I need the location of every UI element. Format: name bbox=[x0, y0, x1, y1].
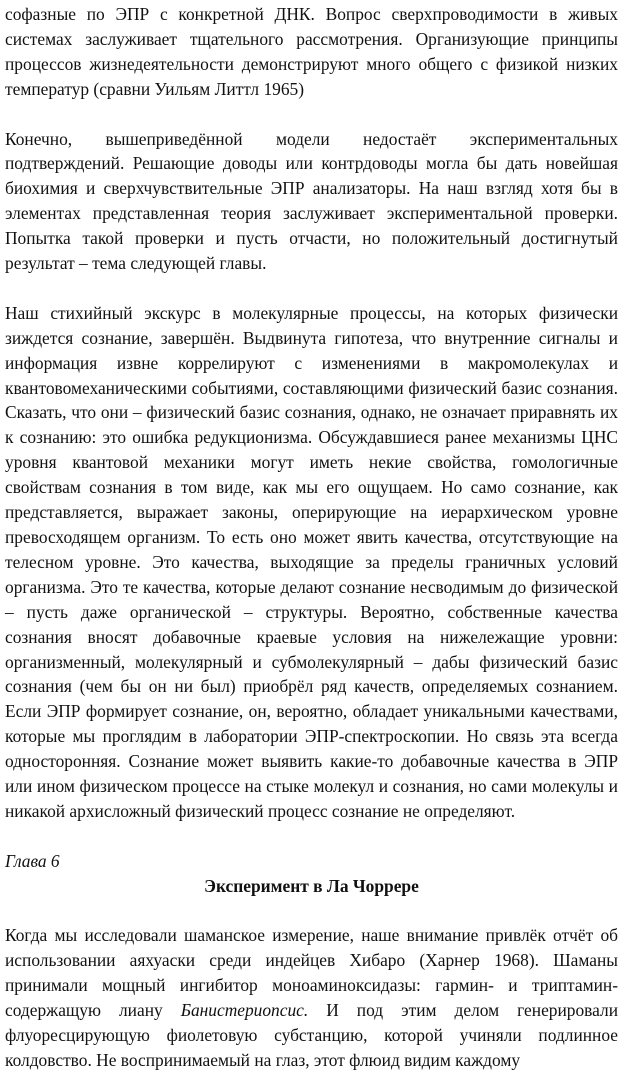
chapter-title: Эксперимент в Ла Чоррере bbox=[204, 875, 419, 896]
document-page bbox=[5, 2, 618, 1073]
paragraph-shamanic-dimension bbox=[5, 923, 618, 1072]
paragraph-text-start: Когда мы исследовали шаманское измерение, наше внимание привлёк отчёт об использовании аяхуаски среди индейцев Хибаро (Харнер 1968). Шаманы принимали мощный ингибитор моноаминоксидазы: гармин- и триптамин-содержащую лиану bbox=[5, 925, 618, 1021]
paragraph-gap bbox=[5, 102, 618, 127]
paragraph-experimental-confirmation: Конечно, вышеприведённой модели недостаёт экспериментальных подтверждений. Решающие доводы или контрдоводы могла бы дать новейшая биохимия и сверхчувствительные ЭПР анализаторы. На наш взгляд хотя бы в элементах представленная теория заслуживает экспериментальной проверки. Попытка такой проверки и пусть отчасти, но положительный достигнутый результат – тема следующей главы. bbox=[5, 128, 618, 274]
paragraph-gap bbox=[5, 276, 618, 301]
paragraph-consciousness-basis: Наш стихийный экскурс в молекулярные процессы, на которых физически зиждется сознание, завершён. Выдвинута гипотеза, что внутренние сигналы и информация извне коррелируют с изменениями в макромолекулах и квантовомеханическими событиями, составляющими физический базис сознания. Сказать, что они – физический базис сознания, однако, не означает приравнять их к сознанию: это ошибка редукционизма. Обсуждавшиеся ранее механизмы ЦНС уровня квантовой механики могут иметь некие свойства, гомологичные свойствам сознания в том виде, как мы его ощущаем. Но само сознание, как представляется, выражает законы, оперирующие на иерархическом уровне превосходящем организм. То есть оно может явить качества, отсутствующие на телесном уровне. Это качества, выходящие за пределы граничных условий организма. Это те качества, которые делают сознание несводимым до физической – пусть даже органической – структуры. Вероятно, собственные качества сознания вносят добавочные краевые условия на нижележащие уровни: организменный, молекулярный и субмолекулярный – дабы физический базис сознания (чем бы он ни был) приобрёл ряд качеств, определяемых сознанием. Если ЭПР формирует сознание, он, вероятно, обладает уникальными качествами, которые мы проглядим в лаборатории ЭПР-спектроскопии. Но связь эта всегда односторонняя. Сознание может выявить какие-то добавочные качества в ЭПР или ином физическом процессе на стыке молекул и сознания, но сами молекулы и никакой архисложный физический процесс сознание не определяют. bbox=[5, 302, 618, 821]
paragraph-gap bbox=[5, 824, 618, 849]
paragraph-superconductivity: софазные по ЭПР с конкретной ДНК. Вопрос сверхпроводимости в живых системах заслуживает тщательного рассмотрения. Организующие принципы процессов жизнедеятельности демонстрируют много общего с физикой низких температур (сравни Уильям Литтл 1965) bbox=[5, 4, 618, 99]
plant-name-emphasis: Банистериопсис. bbox=[180, 1000, 309, 1021]
chapter-label: Глава 6 bbox=[5, 850, 60, 871]
paragraph-gap bbox=[5, 899, 618, 924]
paragraph-text-end: И под этим делом генерировали флуоресцирующую фиолетовую субстанцию, которой учиняли подлинное колдовство. Не воспринимаемый на глаз, этот флюид видим каждому bbox=[5, 1000, 619, 1070]
